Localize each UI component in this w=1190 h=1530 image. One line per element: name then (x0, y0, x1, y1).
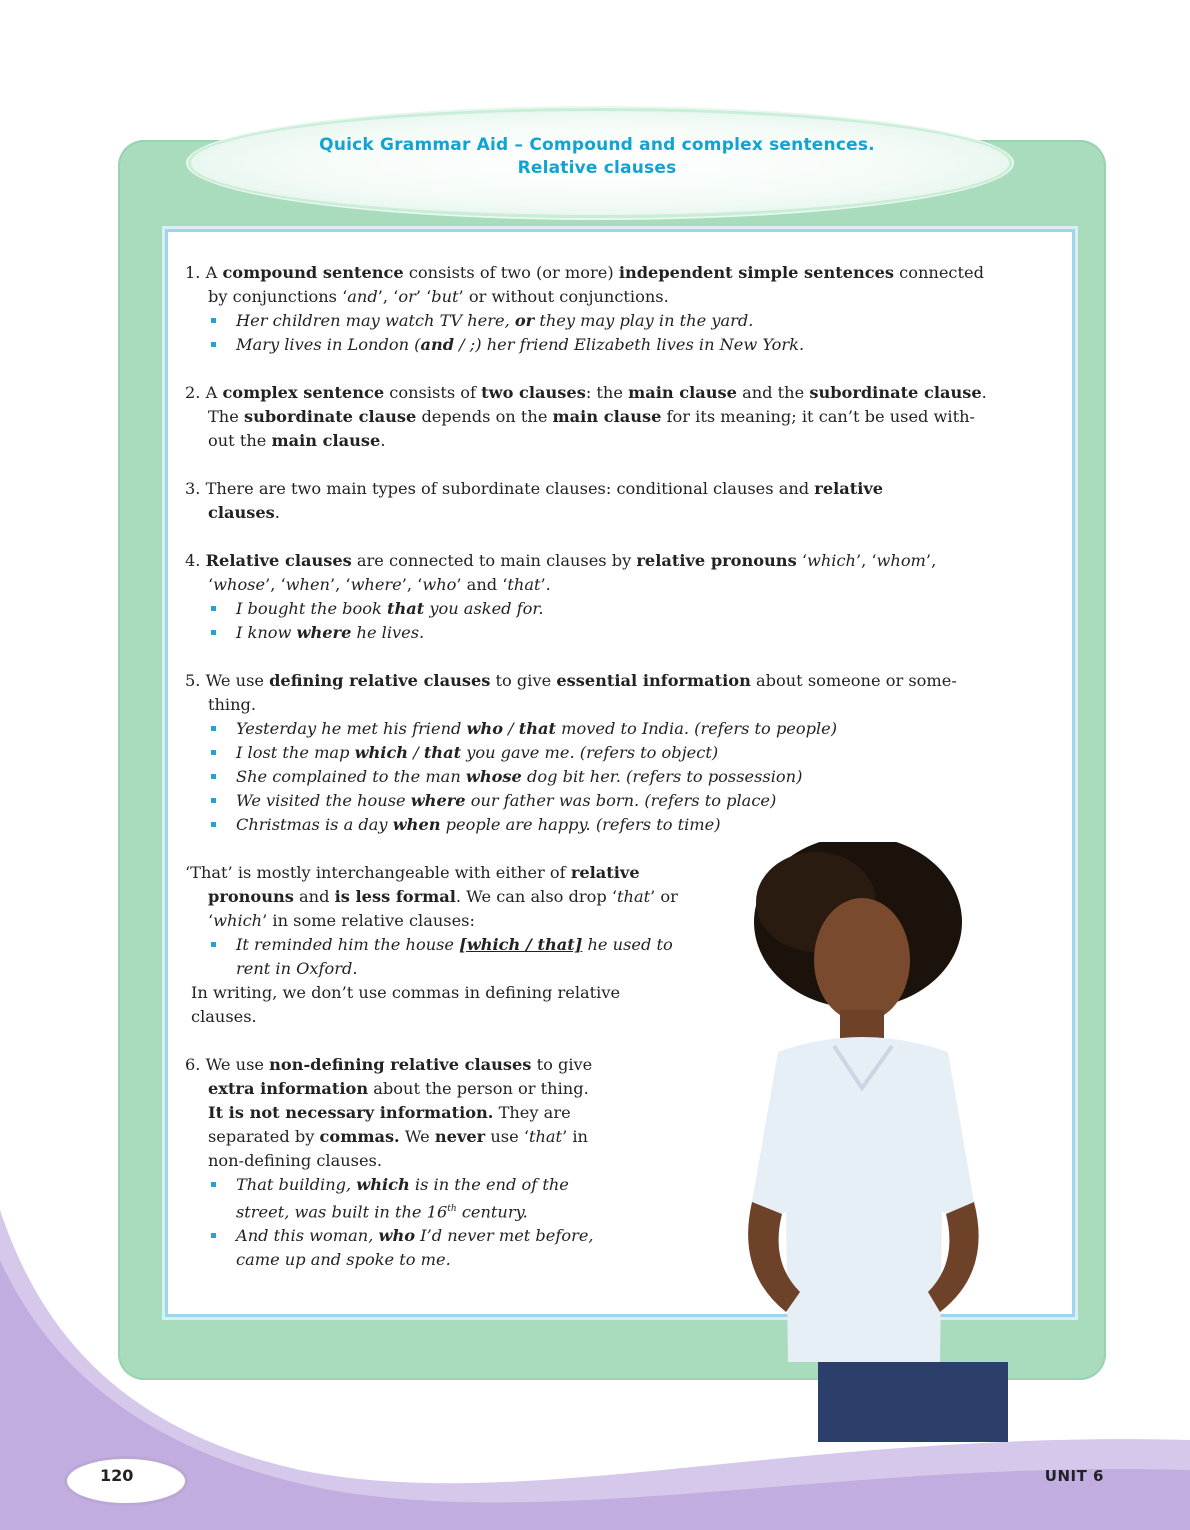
text: I know (236, 623, 297, 642)
text: came up and spoke to me. (236, 1250, 451, 1270)
text: clauses. (191, 1007, 257, 1026)
square-bullet-icon (211, 606, 216, 611)
text: consists of two (or more) (403, 263, 619, 282)
page-title (188, 134, 1006, 180)
text: She complained to the man (236, 767, 466, 786)
text: connected (894, 263, 984, 282)
text: ’ or (650, 887, 678, 906)
text: ’. (540, 575, 551, 594)
text: We (399, 1127, 435, 1146)
square-bullet-icon (211, 822, 216, 827)
term: compound sentence (222, 263, 404, 282)
term: independent simple sentences (618, 263, 895, 282)
text: I lost the map (236, 743, 355, 762)
square-bullet-icon (211, 726, 216, 731)
example (185, 813, 1045, 837)
text: to give (531, 1055, 593, 1074)
text: non-defining clauses. (208, 1151, 382, 1170)
conjunction: and (347, 287, 378, 306)
text: he lives. (351, 623, 425, 642)
keyword: that (386, 599, 425, 618)
text: ’, ‘ (377, 287, 399, 306)
text: . (380, 431, 386, 450)
text: for its meaning; it can’t be used with- (661, 407, 975, 426)
text: . We can also drop ‘ (455, 887, 618, 906)
pronoun: which (806, 551, 856, 570)
text: ‘That’ is mostly interchangeable with either of (185, 863, 571, 882)
term: main clause (552, 407, 662, 426)
text: / (408, 743, 424, 762)
pronoun: that (617, 887, 651, 906)
text: our father was born. (refers to place) (465, 791, 777, 810)
text: ‘ (208, 575, 214, 594)
example (185, 717, 1045, 741)
text: separated by (208, 1127, 320, 1146)
text: / ;) her friend Elizabeth lives in New York. (454, 335, 805, 354)
square-bullet-icon (211, 798, 216, 803)
text: ‘ (208, 911, 214, 930)
keyword: that (423, 743, 462, 762)
superscript: th (447, 1204, 457, 1214)
term: pronouns (208, 887, 294, 906)
term: relative (570, 863, 640, 882)
text: out the (208, 431, 272, 450)
square-bullet-icon (211, 1182, 216, 1187)
text: Mary lives in London ( (236, 335, 421, 354)
pronoun: that (528, 1127, 563, 1146)
keyword: which (356, 1175, 410, 1194)
text: ’ and ‘ (456, 575, 508, 594)
keyword: where (296, 623, 352, 642)
section-number: 4. (185, 551, 201, 570)
term: two clauses (481, 383, 586, 402)
term: It is not necessary information. (208, 1103, 494, 1122)
example (185, 741, 1045, 765)
text: about the person or thing. (368, 1079, 589, 1098)
text: A (200, 263, 223, 282)
text: by conjunctions ‘ (208, 287, 348, 306)
text: We visited the house (236, 791, 411, 810)
text: . (274, 503, 280, 522)
text: I’d never met before, (415, 1226, 594, 1246)
text: ’, ‘ (265, 575, 286, 594)
text: ’, ‘ (855, 551, 877, 570)
pronoun: who (422, 575, 457, 594)
text: and the (736, 383, 810, 402)
keyword: whose (465, 767, 522, 786)
text: century. (456, 1202, 528, 1222)
text: We use (200, 671, 270, 690)
term: is less formal (334, 887, 456, 906)
section-number: 6. (185, 1055, 201, 1074)
pronoun: which (213, 911, 263, 930)
keyword: [which / that] (459, 935, 583, 954)
pronoun: whom (876, 551, 926, 570)
text: moved to India. (refers to people) (555, 719, 838, 738)
keyword: where (410, 791, 466, 810)
example (185, 789, 1045, 813)
text: Christmas is a day (236, 815, 393, 834)
pronoun: where (350, 575, 402, 594)
example (185, 333, 1045, 357)
square-bullet-icon (211, 342, 216, 347)
text: people are happy. (refers to time) (440, 815, 721, 834)
text: / (503, 719, 519, 738)
text: street, was built in the 16 (236, 1202, 448, 1222)
term: never (434, 1127, 486, 1146)
text: you asked for. (424, 599, 544, 618)
keyword: who (466, 719, 504, 738)
unit-label: UNIT 6 (1044, 1467, 1104, 1485)
square-bullet-icon (211, 942, 216, 947)
section-number: 1. (185, 263, 201, 282)
term: main clause (271, 431, 381, 450)
text: ’ ‘ (415, 287, 432, 306)
keyword: and (420, 335, 455, 354)
keyword: or (514, 311, 535, 330)
text: They are (493, 1103, 571, 1122)
keyword: that (518, 719, 556, 738)
boy-photo (726, 842, 1126, 1442)
text: ’ or without conjunctions. (458, 287, 669, 306)
text: are connected to main clauses by (351, 551, 637, 570)
square-bullet-icon (211, 318, 216, 323)
example (185, 621, 1045, 645)
keyword: when (392, 815, 441, 834)
text: Her children may watch TV here, (236, 311, 515, 330)
title-line-1: Quick Grammar Aid – Compound and complex sentences. (319, 135, 875, 155)
text: dog bit her. (refers to possession) (521, 767, 803, 786)
text: ’ in (562, 1127, 588, 1146)
square-bullet-icon (211, 774, 216, 779)
page-number: 120 (100, 1466, 134, 1485)
text: A (200, 383, 223, 402)
term: subordinate clause (809, 383, 982, 402)
text: rent in Oxford. (236, 959, 358, 978)
example (185, 309, 1045, 333)
section-number: 5. (185, 671, 201, 690)
text: consists of (384, 383, 482, 402)
keyword: who (378, 1226, 416, 1246)
term: defining relative clauses (269, 671, 491, 690)
text: Yesterday he met his friend (236, 719, 467, 738)
conjunction: but (431, 287, 459, 306)
square-bullet-icon (211, 750, 216, 755)
example (185, 765, 1045, 789)
term: complex sentence (222, 383, 385, 402)
text: he used to (582, 935, 673, 954)
term: relative pronouns (636, 551, 797, 570)
square-bullet-icon (211, 630, 216, 635)
square-bullet-icon (211, 1233, 216, 1238)
term: clauses (208, 503, 275, 522)
section-1 (185, 261, 1045, 357)
pronoun: whose (213, 575, 266, 594)
text: ’, (925, 551, 937, 570)
text: and (293, 887, 335, 906)
section-number: 3. (185, 479, 201, 498)
term: extra information (208, 1079, 369, 1098)
text: ’ in some relative clauses: (262, 911, 475, 930)
text: depends on the (416, 407, 553, 426)
section-4 (185, 549, 1045, 645)
text: about someone or some- (750, 671, 957, 690)
keyword: which (354, 743, 409, 762)
title-line-2: Relative clauses (517, 158, 677, 178)
term: main clause (628, 383, 737, 402)
section-5 (185, 669, 1045, 837)
pronoun: when (285, 575, 330, 594)
term: Relative clauses (205, 551, 352, 570)
text: There are two main types of subordinate clauses: conditional clauses and (200, 479, 815, 498)
conjunction: or (398, 287, 416, 306)
text: The (208, 407, 244, 426)
text: to give (490, 671, 557, 690)
text: use ‘ (485, 1127, 529, 1146)
text: It reminded him the house (236, 935, 460, 954)
pronoun: that (507, 575, 541, 594)
term: relative (814, 479, 884, 498)
text: ‘ (796, 551, 807, 570)
text: We use (200, 1055, 270, 1074)
example (185, 597, 1045, 621)
term: essential information (556, 671, 751, 690)
text: thing. (208, 695, 257, 714)
text: That building, (236, 1175, 357, 1194)
term: non-defining relative clauses (269, 1055, 532, 1074)
text: you gave me. (refers to object) (461, 743, 719, 762)
text: I bought the book (236, 599, 387, 618)
text: is in the end of the (409, 1175, 569, 1194)
text: : the (585, 383, 629, 402)
text: ’, ‘ (329, 575, 351, 594)
text: ’, ‘ (401, 575, 423, 594)
term: subordinate clause (243, 407, 417, 426)
section-number: 2. (185, 383, 201, 402)
text: And this woman, (236, 1226, 379, 1246)
text: . (981, 383, 987, 402)
text: In writing, we don’t use commas in defining relative (191, 983, 621, 1002)
text: they may play in the yard. (534, 311, 754, 330)
term: commas. (319, 1127, 400, 1146)
section-2 (185, 381, 1045, 453)
section-3 (185, 477, 1045, 525)
